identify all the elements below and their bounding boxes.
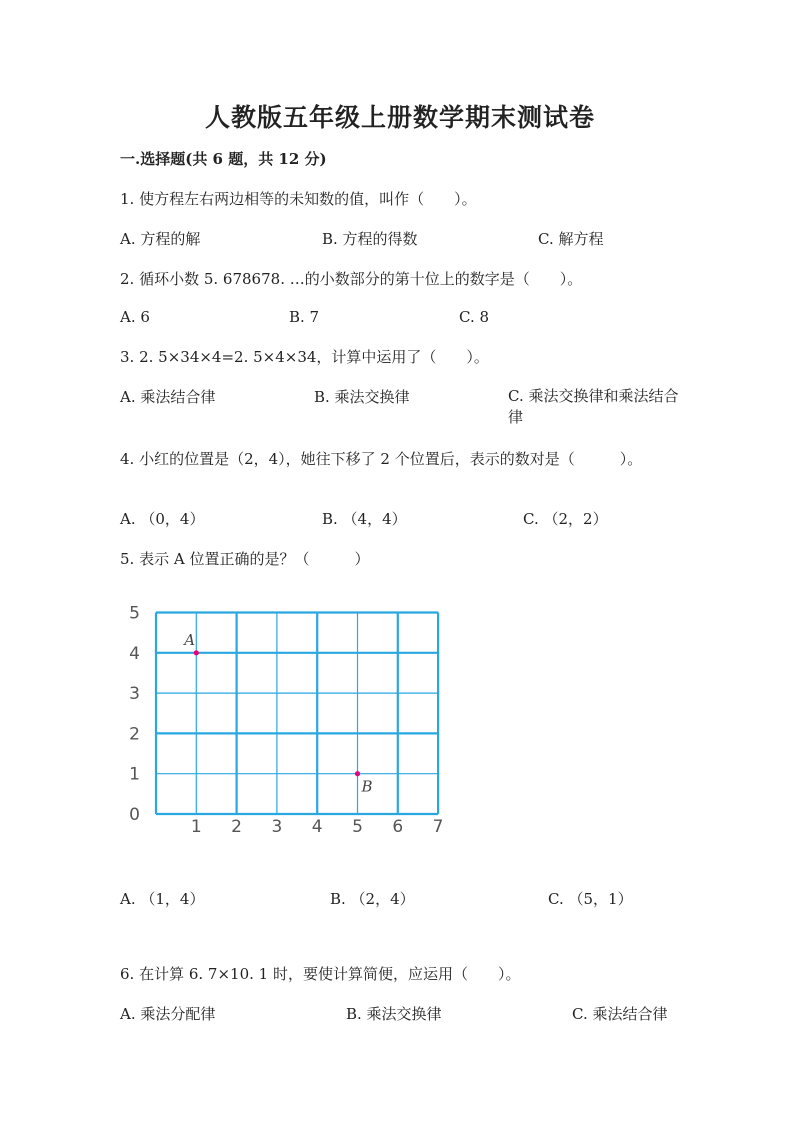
question-2: 2. 循环小数 5. 678678. …的小数部分的第十位上的数字是（ ）。 bbox=[120, 270, 583, 288]
y-tick-label: 4 bbox=[129, 643, 140, 664]
y-tick-label: 1 bbox=[129, 764, 140, 785]
q5-option-c: C. （5，1） bbox=[548, 890, 633, 908]
question-3: 3. 2. 5×34×4=2. 5×4×34，计算中运用了（ ）。 bbox=[120, 348, 489, 366]
q3-option-b: B. 乘法交换律 bbox=[314, 388, 410, 406]
q6-option-a: A. 乘法分配律 bbox=[120, 1005, 216, 1023]
grid-point bbox=[355, 771, 360, 776]
x-tick-label: 3 bbox=[271, 817, 283, 837]
x-tick-label: 5 bbox=[352, 817, 363, 837]
q5-option-b: B. （2，4） bbox=[330, 890, 415, 908]
q2-option-b: B. 7 bbox=[289, 308, 320, 326]
q1-option-c: C. 解方程 bbox=[538, 230, 604, 248]
question-6: 6. 在计算 6. 7×10. 1 时，要使计算简便，应运用（ ）。 bbox=[120, 965, 521, 983]
y-tick-label: 2 bbox=[129, 724, 140, 745]
y-tick-label: 5 bbox=[129, 603, 140, 624]
point-label: A bbox=[184, 630, 196, 649]
x-tick-label: 2 bbox=[231, 817, 243, 837]
page-title: 人教版五年级上册数学期末测试卷 bbox=[204, 103, 595, 132]
q4-option-b: B. （4，4） bbox=[322, 510, 407, 528]
grid-lines bbox=[156, 613, 438, 815]
q2-option-c: C. 8 bbox=[459, 308, 490, 326]
q3-option-c: C. 乘法交换律和乘法结合律 bbox=[508, 387, 679, 426]
q5-option-a: A. （1，4） bbox=[120, 890, 205, 908]
y-tick-label: 0 bbox=[129, 805, 140, 825]
y-tick-label: 3 bbox=[129, 684, 140, 705]
coordinate-grid-figure bbox=[120, 596, 460, 846]
x-tick-label: 7 bbox=[432, 817, 444, 837]
section-heading: 一.选择题(共 6 题，共 12 分) bbox=[120, 150, 327, 168]
grid-point bbox=[194, 650, 199, 655]
point-label: B bbox=[361, 777, 373, 796]
q4-option-a: A. （0，4） bbox=[120, 510, 205, 528]
x-tick-label: 6 bbox=[392, 817, 404, 837]
q3-option-c-container bbox=[120, 386, 680, 428]
question-1: 1. 使方程左右两边相等的未知数的值，叫作（ ）。 bbox=[120, 190, 477, 208]
x-tick-label: 1 bbox=[190, 817, 202, 837]
q4-option-c: C. （2，2） bbox=[523, 510, 608, 528]
question-4: 4. 小红的位置是（2，4），她往下移了 2 个位置后，表示的数对是（ ）。 bbox=[120, 450, 643, 468]
q6-option-c: C. 乘法结合律 bbox=[572, 1005, 668, 1023]
question-5: 5. 表示 A 位置正确的是？（ ） bbox=[120, 550, 370, 568]
q2-option-a: A. 6 bbox=[120, 308, 150, 326]
q1-option-a: A. 方程的解 bbox=[120, 230, 201, 248]
q3-option-a: A. 乘法结合律 bbox=[120, 388, 216, 406]
q6-option-b: B. 乘法交换律 bbox=[346, 1005, 442, 1023]
x-tick-label: 4 bbox=[311, 817, 323, 837]
axis-labels bbox=[129, 604, 443, 838]
q1-option-b: B. 方程的得数 bbox=[322, 230, 418, 248]
